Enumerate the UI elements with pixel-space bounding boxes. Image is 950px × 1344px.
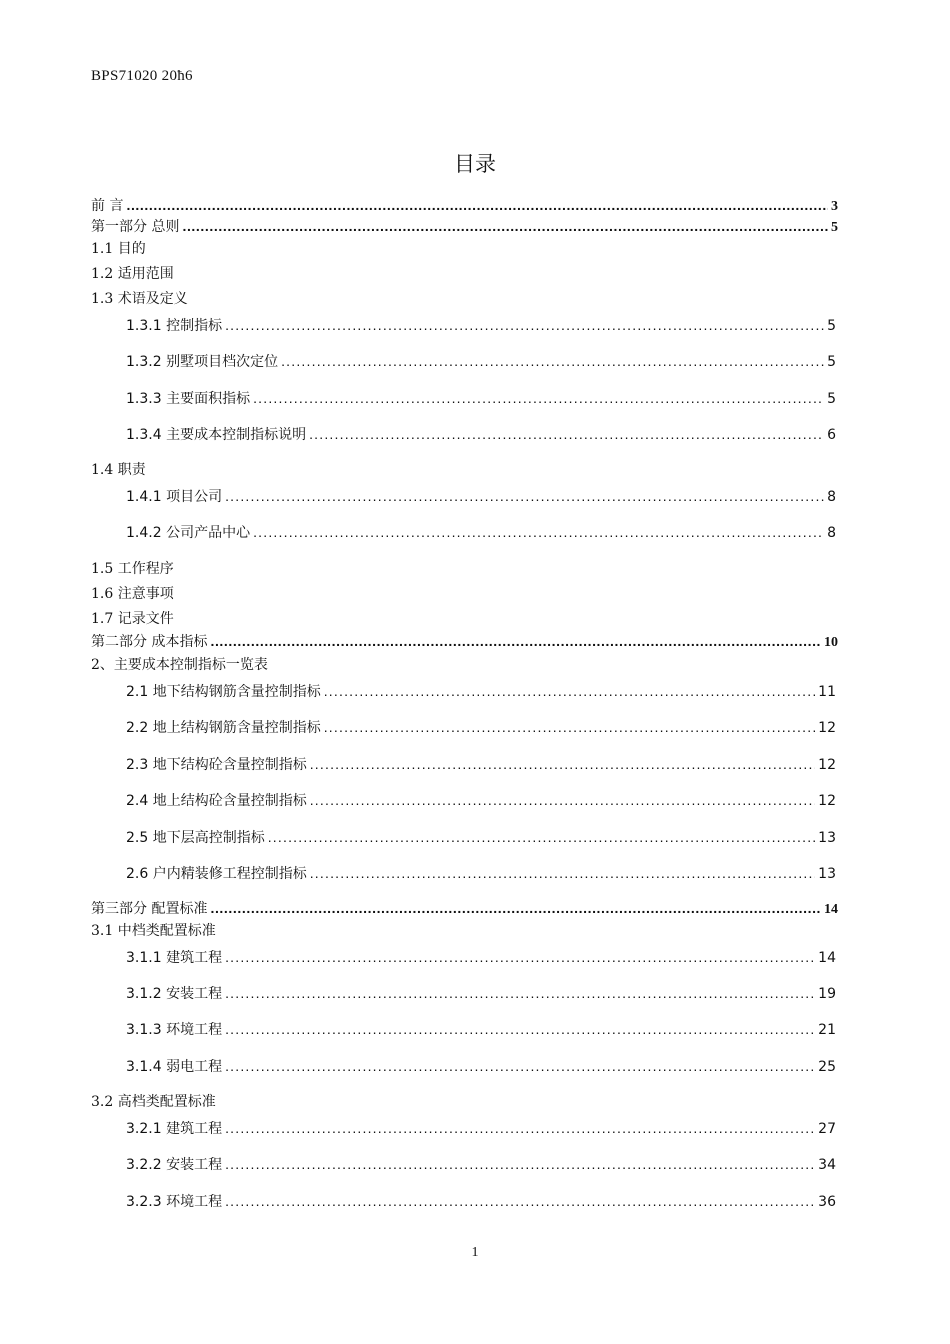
toc-entry-page-number: 13 [818,830,836,846]
toc-dot-leader [310,756,815,772]
toc-entry[interactable] [91,631,838,651]
toc-dot-leader [310,865,815,881]
toc-entry-label: 第三部分 配置标准 [91,901,208,917]
toc-entry-page-number: 6 [827,427,836,443]
toc-entry[interactable] [126,1191,836,1211]
toc-entry-label: 2.1 地下结构钢筋含量控制指标 [126,684,321,700]
toc-dot-leader [225,985,815,1001]
toc-entry[interactable] [126,754,836,774]
toc-entry[interactable] [126,863,836,883]
toc-entry-page-number: 12 [818,720,836,736]
toc-entry-page-number: 14 [818,950,836,966]
toc-entry-label: 2.3 地下结构砼含量控制指标 [126,757,307,773]
toc-entry[interactable] [126,424,836,444]
toc-entry-page-number: 8 [827,489,836,505]
toc-dot-leader [324,719,815,735]
toc-entry-label: 1.7 记录文件 [91,611,174,627]
toc-entry[interactable] [126,717,836,737]
toc-entry-label: 1.4.1 项目公司 [126,489,223,505]
toc-entry-label: 2.4 地上结构砼含量控制指标 [126,793,307,809]
toc-entry-label: 2.2 地上结构钢筋含量控制指标 [126,720,321,736]
toc-dot-leader [309,426,824,442]
toc-entry[interactable] [91,558,174,578]
toc-entry-label: 1.4.2 公司产品中心 [126,525,251,541]
toc-entry-label: 第一部分 总则 [91,219,180,235]
toc-entry-label: 3.2 高档类配置标准 [91,1094,216,1110]
toc-entry[interactable] [91,238,146,258]
toc-entry-page-number: 13 [818,866,836,882]
toc-entry-page-number: 19 [818,986,836,1002]
toc-dot-leader [225,1058,815,1074]
toc-dot-leader [253,390,824,406]
toc-entry-page-number: 34 [818,1157,836,1173]
toc-entry[interactable] [126,1154,836,1174]
toc-dot-leader [225,1193,815,1209]
toc-entry-label: 1.1 目的 [91,241,146,257]
toc-entry[interactable] [91,216,838,236]
toc-entry-label: 1.3 术语及定义 [91,291,188,307]
document-code-header: BPS71020 20ħ6 [91,68,193,84]
toc-dot-leader [182,218,828,234]
toc-entry[interactable] [126,790,836,810]
toc-entry-page-number: 25 [818,1059,836,1075]
toc-entry-page-number: 10 [824,635,838,650]
toc-entry-label: 2.5 地下层高控制指标 [126,830,265,846]
toc-entry-page-number: 5 [827,354,836,370]
toc-entry[interactable] [91,195,838,215]
toc-entry-label: 1.3.4 主要成本控制指标说明 [126,427,307,443]
toc-dot-leader [225,317,824,333]
toc-entry-page-number: 14 [824,902,838,917]
toc-entry[interactable] [126,522,836,542]
toc-entry-label: 1.6 注意事项 [91,586,174,602]
toc-entry-page-number: 27 [818,1121,836,1137]
toc-entry[interactable] [126,827,836,847]
toc-dot-leader [225,1156,815,1172]
page-number: 1 [471,1245,479,1260]
toc-entry[interactable] [91,654,268,674]
toc-entry-label: 1.2 适用范围 [91,266,174,282]
toc-entry-page-number: 5 [831,220,838,235]
toc-entry-label: 3.1.1 建筑工程 [126,950,223,966]
toc-entry-page-number: 12 [818,793,836,809]
toc-entry-label: 3.1 中档类配置标准 [91,923,216,939]
toc-dot-leader [210,900,821,916]
toc-entry[interactable] [91,608,174,628]
toc-entry-label: 3.1.2 安装工程 [126,986,223,1002]
toc-entry-label: 1.3.2 别墅项目档次定位 [126,354,279,370]
toc-entry-label: 3.2.2 安装工程 [126,1157,223,1173]
toc-entry-page-number: 3 [831,199,838,214]
toc-dot-leader [281,353,824,369]
toc-dot-leader [225,1021,815,1037]
toc-entry-page-number: 5 [827,318,836,334]
toc-entry-label: 第二部分 成本指标 [91,634,208,650]
toc-entry[interactable] [126,486,836,506]
toc-entry[interactable] [126,351,836,371]
toc-entry-page-number: 12 [818,757,836,773]
toc-entry-label: 3.2.1 建筑工程 [126,1121,223,1137]
toc-entry-label: 前 言 [91,198,124,214]
toc-dot-leader [225,488,824,504]
toc-entry[interactable] [91,459,146,479]
toc-entry-page-number: 8 [827,525,836,541]
toc-entry-label: 3.2.3 环境工程 [126,1194,223,1210]
toc-entry[interactable] [126,1019,836,1039]
toc-entry-label: 3.1.3 环境工程 [126,1022,223,1038]
toc-entry-label: 1.3.3 主要面积指标 [126,391,251,407]
toc-dot-leader [126,197,828,213]
toc-entry-page-number: 36 [818,1194,836,1210]
toc-entry[interactable] [126,983,836,1003]
page-title: 目录 [454,152,496,176]
toc-entry-label: 1.3.1 控制指标 [126,318,223,334]
toc-entry[interactable] [126,947,836,967]
toc-entry[interactable] [91,288,188,308]
toc-dot-leader [324,683,815,699]
toc-dot-leader [225,949,815,965]
toc-entry[interactable] [91,898,838,918]
toc-entry[interactable] [126,1118,836,1138]
toc-entry-page-number: 21 [818,1022,836,1038]
toc-entry[interactable] [126,681,836,701]
toc-entry[interactable] [126,315,836,335]
toc-dot-leader [253,524,824,540]
toc-entry[interactable] [91,583,174,603]
toc-entry[interactable] [126,1056,836,1076]
toc-entry-label: 3.1.4 弱电工程 [126,1059,223,1075]
toc-entry-page-number: 11 [818,684,836,700]
toc-dot-leader [268,829,815,845]
toc-entry[interactable] [91,1091,216,1111]
toc-entry-label: 2、主要成本控制指标一览表 [91,657,268,673]
toc-entry-page-number: 5 [827,391,836,407]
toc-dot-leader [225,1120,815,1136]
toc-entry-label: 1.4 职责 [91,462,146,478]
toc-entry[interactable] [126,388,836,408]
toc-dot-leader [210,633,821,649]
toc-entry[interactable] [91,263,174,283]
toc-entry-label: 1.5 工作程序 [91,561,174,577]
toc-dot-leader [310,792,815,808]
toc-entry-label: 2.6 户内精装修工程控制指标 [126,866,307,882]
toc-entry[interactable] [91,920,216,940]
